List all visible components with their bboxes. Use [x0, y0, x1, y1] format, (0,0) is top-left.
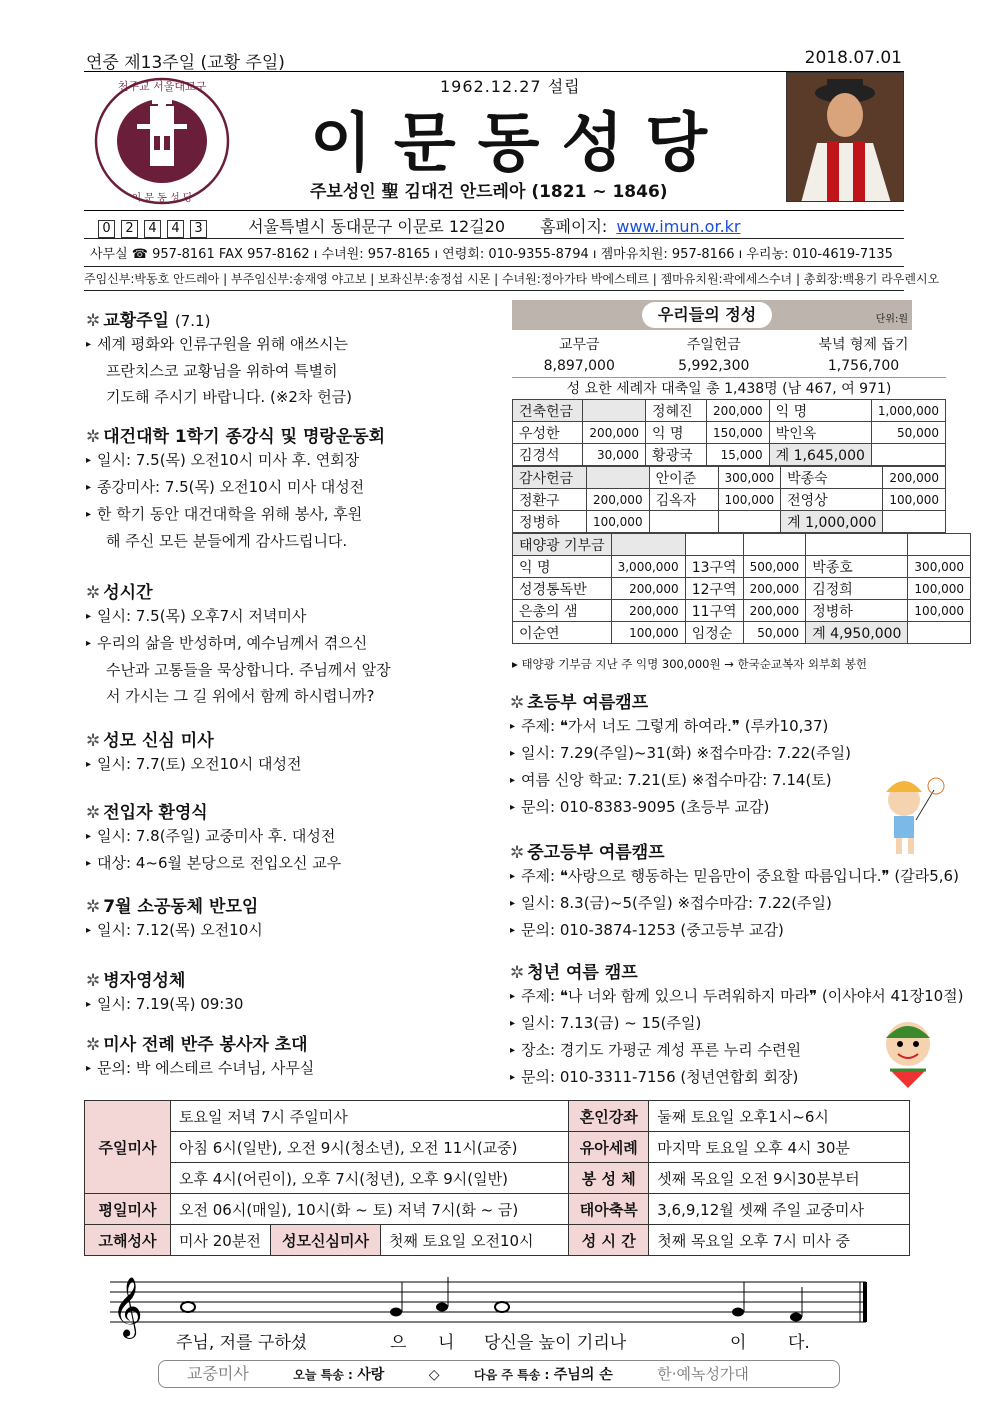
offering-cell — [743, 534, 806, 556]
camp-line: ▸ 주제: ❝나 너와 함께 있으니 두려워하지 마라❞ (이사야서 41장10절) — [510, 987, 964, 1005]
treble-clef-icon: 𝄞 — [112, 1277, 143, 1337]
offering-cell: 50,000 — [871, 422, 945, 444]
parish-seal-icon — [92, 76, 232, 206]
notice-line: 프란치스코 교황님을 위하여 특별히 — [106, 362, 338, 380]
offering-cell: 3,000,000 — [611, 556, 685, 578]
offering-head: 북녘 형제 돕기 — [818, 337, 909, 353]
sched-label: 유아세례 — [569, 1132, 649, 1163]
offering-cell: 50,000 — [743, 622, 806, 644]
offering-cell: 200,000 — [586, 489, 649, 511]
offering-cell: 200,000 — [743, 578, 806, 600]
offering-cell — [908, 622, 971, 644]
offering-cell: 익 명 — [513, 556, 612, 578]
offering-cell: 태양광 기부금 — [513, 534, 612, 556]
camp-line: ▸ 일시: 7.13(금) ~ 15(주일) — [510, 1014, 702, 1032]
zip-digit: 2 — [121, 220, 138, 238]
footer-choir: 한·예녹성가대 — [657, 1365, 749, 1383]
offering-cell: 150,000 — [707, 422, 770, 444]
offering-cell: 11구역 — [685, 600, 743, 622]
camp-line: ▸ 주제: ❝사랑으로 행동하는 믿음만이 중요할 따름입니다.❞ (갈라5,6) — [510, 867, 959, 885]
offering-cell: 100,000 — [611, 622, 685, 644]
notice-line: ▸ 한 학기 동안 대건대학을 위해 봉사, 후원 — [86, 505, 363, 523]
offering-cell: 감사헌금 — [513, 467, 587, 489]
offering-build-table — [512, 399, 946, 466]
offering-cell — [685, 534, 743, 556]
lyric: 당신을 높이 기리나 — [484, 1333, 627, 1353]
notice-line: ▸ 일시: 7.5(목) 오전10시 미사 후. 연회장 — [86, 451, 360, 469]
camp-line: ▸ 일시: 8.3(금)~5(주일) ※접수마감: 7.22(주일) — [510, 894, 832, 912]
notice-section — [86, 798, 496, 877]
notice-line: 해 주신 모든 분들에게 감사드립니다. — [106, 532, 348, 550]
parish-title: 이문동성당 — [310, 107, 730, 181]
notice-line: ▸ 일시: 7.12(목) 오전10시 — [86, 921, 263, 939]
flower-bullet-icon: ✲ — [86, 427, 101, 447]
bulletin-date: 2018.07.01 — [804, 48, 902, 68]
offering-cell: 익 명 — [646, 422, 707, 444]
offering-cell: 김옥자 — [649, 489, 718, 511]
offering-solar-table — [512, 533, 971, 644]
zip-digit: 4 — [144, 220, 161, 238]
staff-list: 주임신부:박동호 안드레아 | 부주임신부:송재영 야고보 | 보좌신부:송정섭 시몬 | 수녀원:정아가타 박에스테르 | 젬마유치원:곽에세스수녀 | 총회장:백용기 라우렌시오 — [84, 272, 940, 286]
sched-cell: 첫째 토요일 오전10시 — [381, 1225, 569, 1256]
top-bar — [84, 46, 904, 72]
camp-title: ✲ 초등부 여름캠프 — [510, 693, 649, 713]
offering-cell: 300,000 — [718, 467, 781, 489]
notice-line: 서 가시는 그 길 위에서 함께 하시렵니까? — [106, 687, 375, 705]
offering-cell — [718, 511, 781, 533]
solar-note: ▸ 태양광 기부금 지난 주 익명 300,000원 → 한국순교복자 외부회 봉헌 — [512, 657, 868, 671]
notice-title: ✲ 대건대학 1학기 종강식 및 명랑운동회 — [86, 427, 386, 447]
offering-value: 8,897,000 — [543, 357, 615, 374]
notice-line: ▸ 대상: 4~6월 본당으로 전입오신 교우 — [86, 854, 342, 872]
notice-section — [86, 422, 496, 554]
footer-hymn: 사랑 — [357, 1367, 385, 1383]
homepage-link[interactable]: www.imun.or.kr — [616, 217, 741, 236]
lyric: 다. — [788, 1333, 810, 1353]
notice-section — [86, 726, 496, 778]
offering-thanks-table — [512, 466, 946, 533]
lyric: 니 — [438, 1333, 455, 1353]
notice-line: ▸ 우리의 삶을 반성하며, 예수님께서 겪으신 — [86, 634, 368, 652]
offering-unit: 단위:원 — [875, 314, 908, 325]
offering-cell: 15,000 — [707, 444, 770, 466]
offering-cell: 정병하 — [513, 511, 587, 533]
homepage-label: 홈페이지: — [540, 217, 608, 236]
notice-line: 수난과 고통들을 묵상합니다. 주님께서 앞장 — [106, 661, 391, 679]
offering-head: 교무금 — [558, 337, 600, 353]
sched-label: 평일미사 — [85, 1194, 171, 1225]
notice-line: ▸ 일시: 7.8(주일) 교중미사 후. 대성전 — [86, 827, 336, 845]
offering-cell: 은총의 샘 — [513, 600, 612, 622]
offering-cell — [883, 511, 946, 533]
zip-digit: 4 — [167, 220, 184, 238]
flower-bullet-icon: ✲ — [510, 963, 525, 983]
offering-cell: 1,000,000 — [871, 400, 945, 422]
sched-label: 성모신심미사 — [271, 1225, 381, 1256]
mass-schedule — [84, 1100, 910, 1256]
notice-title: ✲ 미사 전례 반주 봉사자 초대 — [86, 1035, 308, 1055]
camp-section — [510, 958, 964, 1091]
notice-line: ▸ 문의: 박 에스테르 수녀님, 사무실 — [86, 1059, 315, 1077]
offering-title: 우리들의 정성 — [642, 302, 772, 328]
camp-line: ▸ 문의: 010-8383-9095 (초등부 교감) — [510, 798, 770, 816]
saint-portrait-image — [786, 72, 904, 202]
camp-title: ✲ 청년 여름 캠프 — [510, 963, 638, 983]
offering-cell: 300,000 — [908, 556, 971, 578]
lyric: 이 — [730, 1333, 747, 1353]
offering-cell: 100,000 — [908, 578, 971, 600]
offering-cell: 100,000 — [586, 511, 649, 533]
sched-cell: 아침 6시(일반), 오전 9시(청소년), 오전 11시(교중) — [171, 1132, 569, 1163]
offering-cell: 전영상 — [781, 489, 883, 511]
footer-mass: 교중미사 — [187, 1364, 249, 1383]
offering-cell: 황광국 — [646, 444, 707, 466]
offering-cell: 200,000 — [883, 467, 946, 489]
sched-cell: 오전 06시(매일), 10시(화 ~ 토) 저녁 7시(화 ~ 금) — [171, 1194, 569, 1225]
offering-head: 주일헌금 — [686, 337, 741, 353]
sched-cell: 오후 4시(어린이), 오후 7시(청년), 오후 9시(일반) — [171, 1163, 569, 1194]
offering-cell: 200,000 — [707, 400, 770, 422]
camp-line: ▸ 문의: 010-3874-1253 (중고등부 교감) — [510, 921, 784, 939]
sched-cell: 3,6,9,12월 셋째 주일 교중미사 — [649, 1194, 910, 1225]
offering-cell — [611, 534, 685, 556]
footer-hymn: 주님의 손 — [553, 1367, 613, 1383]
sched-cell: 미사 20분전 — [171, 1225, 271, 1256]
footer-sep: ◇ — [428, 1367, 440, 1383]
offering-cell: 안이준 — [649, 467, 718, 489]
zip-digit: 3 — [190, 220, 207, 238]
sched-label: 성 시 간 — [569, 1225, 649, 1256]
sched-label: 혼인강좌 — [569, 1101, 649, 1132]
notice-title: ✲ 7월 소공동체 반모임 — [86, 897, 259, 917]
notice-title: ✲ 교황주일 (7.1) — [86, 311, 211, 331]
flower-bullet-icon: ✲ — [86, 583, 101, 603]
notice-section — [86, 966, 496, 1018]
camp-title: ✲ 중고등부 여름캠프 — [510, 843, 665, 863]
offering-cell: 이순연 — [513, 622, 612, 644]
lyric: 으 — [390, 1333, 407, 1353]
flower-bullet-icon: ✲ — [510, 693, 525, 713]
offering-cell: 성경통독반 — [513, 578, 612, 600]
hymn-footer — [158, 1360, 840, 1388]
flower-bullet-icon: ✲ — [86, 897, 101, 917]
notice-section — [86, 892, 496, 944]
lyric: 주님, 저를 구하셨 — [176, 1333, 308, 1353]
notice-section — [86, 306, 496, 410]
offering-cell: 김정희 — [806, 578, 908, 600]
offering-cell: 계 4,950,000 — [806, 622, 908, 644]
founded-date: 1962.12.27 설립 — [440, 77, 581, 96]
offering-cell: 100,000 — [718, 489, 781, 511]
camp-line: ▸ 일시: 7.29(주일)~31(화) ※접수마감: 7.22(주일) — [510, 744, 851, 762]
offering-cell: 계 1,645,000 — [769, 444, 871, 466]
sched-cell: 둘째 토요일 오후1시~6시 — [649, 1101, 910, 1132]
offering-value: 1,756,700 — [827, 357, 900, 374]
notice-title: ✲ 성모 신심 미사 — [86, 731, 214, 751]
offering-cell: 100,000 — [908, 600, 971, 622]
offering-cell: 정병하 — [806, 600, 908, 622]
offering-cell: 김경석 — [513, 444, 583, 466]
offering-cell: 200,000 — [583, 422, 646, 444]
offering-tables — [512, 333, 965, 644]
offering-cell: 박종호 — [806, 556, 908, 578]
notice-line: ▸ 세계 평화와 인류구원을 위해 애쓰시는 — [86, 335, 348, 353]
seal-top-text: 천주교 서울대교구 — [117, 80, 207, 93]
sched-cell: 셋째 목요일 오전 9시30분부터 — [649, 1163, 910, 1194]
offering-cell: 정환구 — [513, 489, 587, 511]
baptist-feast-note: 성 요한 세례자 대축일 총 1,438명 (남 467, 여 971) — [512, 377, 946, 399]
watermelon-boy-icon — [876, 1014, 942, 1090]
offering-cell: 박종숙 — [781, 467, 883, 489]
offering-cell: 200,000 — [611, 578, 685, 600]
offering-cell: 우성한 — [513, 422, 583, 444]
sunday-mass-label: 주일미사 — [85, 1101, 171, 1194]
sunday-name: 연중 제13주일 (교황 주일) — [86, 53, 285, 73]
offering-cell: 13구역 — [685, 556, 743, 578]
boy-net-icon — [876, 770, 946, 860]
flower-bullet-icon: ✲ — [86, 1035, 101, 1055]
street-address: 서울특별시 동대문구 이문로 12길20 — [248, 217, 505, 236]
notice-title: ✲ 전입자 환영식 — [86, 803, 208, 823]
footer-label: 오늘 특송 : — [293, 1368, 353, 1382]
offering-summary — [512, 333, 946, 399]
sched-cell: 토요일 저녁 7시 주일미사 — [171, 1101, 569, 1132]
offering-cell: 정혜진 — [646, 400, 707, 422]
offering-cell: 30,000 — [583, 444, 646, 466]
offering-banner — [512, 300, 912, 330]
offering-cell: 계 1,000,000 — [781, 511, 883, 533]
footer-label: 다음 주 특송 : — [474, 1368, 550, 1382]
sched-cell: 첫째 목요일 오후 7시 미사 중 — [649, 1225, 910, 1256]
offering-cell: 12구역 — [685, 578, 743, 600]
seal-bottom-text: 이 문 동 성 당 — [131, 193, 193, 204]
notice-section — [86, 1030, 496, 1082]
notice-line: 기도해 주시기 바랍니다. (※2차 헌금) — [106, 388, 353, 406]
sched-label: 고해성사 — [85, 1225, 171, 1256]
notice-line: ▸ 일시: 7.7(토) 오전10시 대성전 — [86, 755, 302, 773]
offering-cell — [649, 511, 718, 533]
camp-section — [510, 838, 959, 944]
offering-cell — [908, 534, 971, 556]
offering-cell — [583, 400, 646, 422]
contact-numbers: 사무실 ☎ 957-8161 FAX 957-8162 ı 수녀원: 957-8165 ı 연령회: 010-9355-8794 ı 젬마유치원: 957-8166 ı 우리농: 010-4619-7135 — [90, 247, 893, 262]
flower-bullet-icon: ✲ — [86, 731, 101, 751]
flower-bullet-icon: ✲ — [86, 803, 101, 823]
camp-line: ▸ 장소: 경기도 가평군 계성 푸른 누리 수련원 — [510, 1041, 802, 1059]
offering-cell: 익 명 — [769, 400, 871, 422]
flower-bullet-icon: ✲ — [86, 971, 101, 991]
sched-label: 봉 성 체 — [569, 1163, 649, 1194]
offering-cell: 건축헌금 — [513, 400, 583, 422]
offering-cell: 100,000 — [883, 489, 946, 511]
patron-saint: 주보성인 聖 김대건 안드레아 (1821 ~ 1846) — [310, 182, 668, 202]
offering-cell — [871, 444, 945, 466]
notice-line: ▸ 일시: 7.19(목) 09:30 — [86, 995, 244, 1013]
offering-cell: 임정순 — [685, 622, 743, 644]
offering-cell — [586, 467, 649, 489]
notice-title: ✲ 병자영성체 — [86, 971, 186, 991]
notice-line: ▸ 종강미사: 7.5(목) 오전10시 미사 대성전 — [86, 478, 365, 496]
offering-cell — [806, 534, 908, 556]
camp-section — [510, 688, 930, 821]
offering-cell: 200,000 — [743, 600, 806, 622]
notice-line: ▸ 일시: 7.5(목) 오후7시 저녁미사 — [86, 607, 307, 625]
camp-line: ▸ 문의: 010-3311-7156 (청년연합회 회장) — [510, 1068, 799, 1086]
sched-label: 태아축복 — [569, 1194, 649, 1225]
camp-line: ▸ 여름 신앙 학교: 7.21(토) ※접수마감: 7.14(토) — [510, 771, 832, 789]
flower-bullet-icon: ✲ — [510, 843, 525, 863]
notice-title: ✲ 성시간 — [86, 583, 153, 603]
sched-cell: 마지막 토요일 오후 4시 30분 — [649, 1132, 910, 1163]
offering-value: 5,992,300 — [678, 357, 750, 374]
offering-cell: 200,000 — [611, 600, 685, 622]
notice-section — [86, 578, 496, 709]
flower-bullet-icon: ✲ — [86, 311, 101, 331]
camp-line: ▸ 주제: ❝가서 너도 그렇게 하여라.❞ (루카10,37) — [510, 717, 829, 735]
offering-cell: 박인옥 — [769, 422, 871, 444]
address-row — [86, 214, 741, 238]
offering-cell: 500,000 — [743, 556, 806, 578]
zip-digit: 0 — [98, 220, 115, 238]
